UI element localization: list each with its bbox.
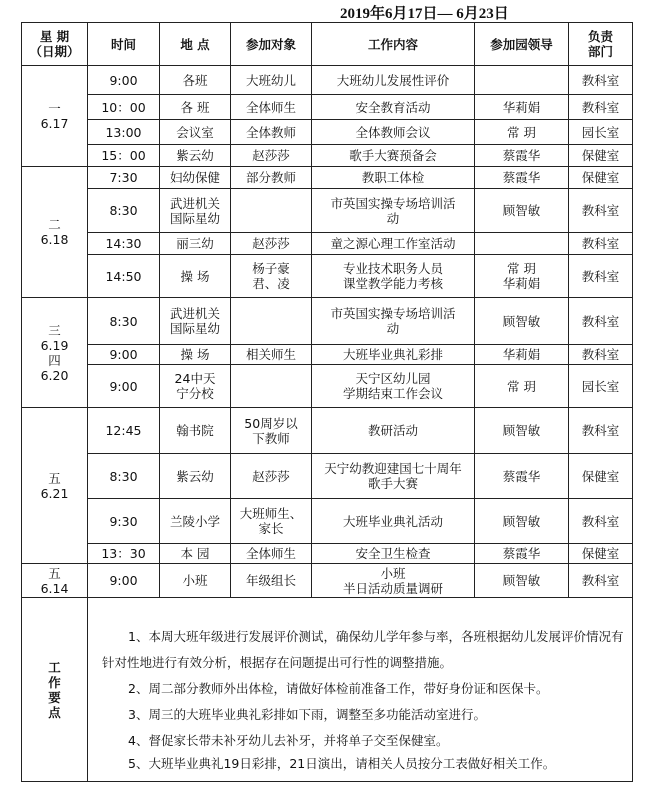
note-4: 4、督促家长带未补牙幼儿去补牙，并将单子交至保健室。 [128, 733, 449, 748]
table-row: 五 6.21 12:45 翰书院 50周岁以 下教师 教研活动 顾智敏 教科室 [22, 408, 633, 454]
day-cell-fri: 五 6.21 [22, 408, 88, 564]
header-row [22, 23, 633, 66]
header-place: 地 点 [160, 23, 231, 66]
header-content: 工作内容 [312, 23, 475, 66]
note-2: 2、周二部分教师外出体检，请做好体检前准备工作，带好身份证和医保卡。 [128, 681, 549, 696]
table-row: 13:00 会议室 全体教师 全体教师会议 常 玥 园长室 [22, 120, 633, 145]
table-row: 14:30 丽三幼 赵莎莎 童之源心理工作室活动 教科室 [22, 233, 633, 255]
table-row: 9:30 兰陵小学 大班师生、 家长 大班毕业典礼活动 顾智敏 教科室 [22, 499, 633, 544]
header-time: 时间 [88, 23, 160, 66]
note-5: 5、大班毕业典礼19日彩排，21日演出，请相关人员按分工表做好相关工作。 [128, 756, 556, 771]
schedule-title [0, 2, 656, 22]
table-row: 10：00 各 班 全体师生 安全教育活动 华莉娟 教科室 [22, 95, 633, 120]
table-row: 三 6.19 四 6.20 8:30 武进机关 国际星幼 市英国实操专场培训活 动 顾智敏 教科室 [22, 298, 633, 345]
table-row: 13：30 本 园 全体师生 安全卫生检查 蔡霞华 保健室 [22, 544, 633, 564]
table-row: 8:30 武进机关 国际星幼 市英国实操专场培训活 动 顾智敏 教科室 [22, 189, 633, 233]
work-points-row [22, 598, 633, 782]
header-participants: 参加对象 [231, 23, 312, 66]
table-row: 14:50 操 场 杨子豪 君、凌 专业技术职务人员 课堂教学能力考核 常 玥 华莉娟 教科室 [22, 255, 633, 298]
day-cell-wed-thu: 三 6.19 四 6.20 [22, 298, 88, 408]
header-leader: 参加园领导 [475, 23, 569, 66]
work-points-notes [88, 598, 633, 782]
table-row: 8:30 紫云幼 赵莎莎 天宁幼教迎建国七十周年 歌手大赛 蔡霞华 保健室 [22, 454, 633, 499]
table-row: 9:00 操 场 相关师生 大班毕业典礼彩排 华莉娟 教科室 [22, 345, 633, 365]
note-3: 3、周三的大班毕业典礼彩排如下雨，调整至多功能活动室进行。 [128, 707, 486, 722]
header-weekday: 星 期 （日期） [22, 23, 88, 66]
table-row: 9:00 24中天 宁分校 天宁区幼儿园 学期结束工作会议 常 玥 园长室 [22, 365, 633, 408]
note-1: 1、本周大班年级进行发展评价测试，确保幼儿学年参与率，各班根据幼儿发展评价情况有针对性地进行有效分析，根据存在问题提出可行性的调整措施。 [102, 629, 624, 670]
table-row: 五 6.14 9:00 小班 年级组长 小班 半日活动质量调研 顾智敏 教科室 [22, 564, 633, 598]
day-cell-fri-614: 五 6.14 [22, 564, 88, 598]
work-points-label: 工 作 要 点 [22, 598, 88, 782]
title-text: 2019年6月17日— 6月23日 [340, 6, 509, 22]
day-cell-mon: 一 6.17 [22, 66, 88, 167]
table-row: 15：00 紫云幼 赵莎莎 歌手大赛预备会 蔡霞华 保健室 [22, 145, 633, 167]
table-row: 一 6.17 9:00 各班 大班幼儿 大班幼儿发展性评价 教科室 [22, 66, 633, 95]
schedule-table [21, 22, 633, 782]
day-cell-tue: 二 6.18 [22, 167, 88, 298]
header-dept: 负责 部门 [569, 23, 633, 66]
table-row: 二 6.18 7:30 妇幼保健 部分教师 教职工体检 蔡霞华 保健室 [22, 167, 633, 189]
